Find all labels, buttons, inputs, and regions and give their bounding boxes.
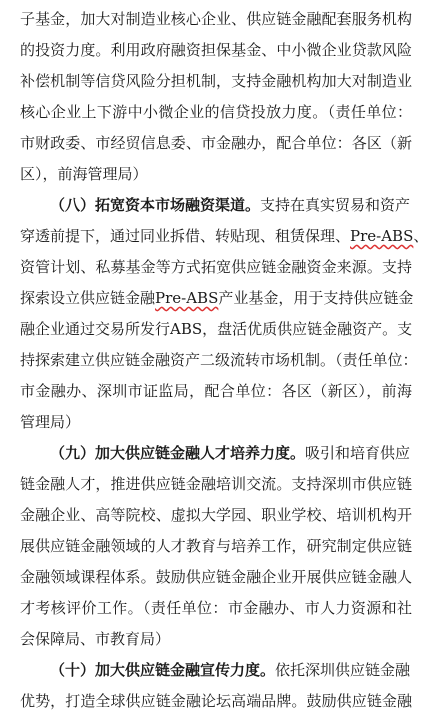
text-span: 吸引和培育供应 xyxy=(305,444,411,462)
text-line: 区），前海管理局） xyxy=(20,165,148,183)
text-line: 市财政委、市经贸信息委、市金融办，配合单位：各区（新 xyxy=(20,134,412,152)
text-line: 的投资力度。利用政府融资担保基金、中小微企业贷款风险 xyxy=(20,41,412,59)
section-heading: （十）加大供应链金融宣传力度。 xyxy=(50,661,276,679)
text-line: 才考核评价工作。（责任单位：市金融办、市人力资源和社 xyxy=(20,599,412,617)
text-span: 支持在真实贸易和资产 xyxy=(260,196,411,214)
text-line: 会保障局、市教育局） xyxy=(20,630,171,648)
text-line xyxy=(20,190,412,221)
paragraph-9 xyxy=(20,438,412,655)
section-heading: （九）加大供应链金融人才培养力度。 xyxy=(50,444,306,462)
text-line: 金融领域课程体系。鼓励供应链金融企业开展供应链金融人 xyxy=(20,568,412,586)
text-span: 产业基金，用于支持供应链金 xyxy=(218,289,414,307)
text-line: 补偿机制等信贷风险分担机制，支持金融机构加大对制造业 xyxy=(20,72,412,90)
text-span: 依托深圳供应链金融 xyxy=(275,661,411,679)
text-line xyxy=(20,221,428,252)
spellcheck-flagged-term: Pre-ABS xyxy=(350,227,414,245)
paragraph-8 xyxy=(20,190,428,438)
text-line xyxy=(20,655,412,686)
text-span: 、 xyxy=(413,227,428,245)
text-line: 链金融人才，推进供应链金融培训交流。支持深圳市供应链 xyxy=(20,475,412,493)
text-line xyxy=(20,438,412,469)
text-line: 市金融办、深圳市证监局，配合单位：各区（新区），前海 xyxy=(20,382,412,400)
text-line xyxy=(20,283,412,314)
text-line: 持探索建立供应链金融资产二级流转市场机制。（责任单位： xyxy=(20,351,418,369)
spellcheck-flagged-term: Pre-ABS xyxy=(155,289,219,307)
text-span: 穿透前提下，通过同业拆借、转贴现、租赁保理、 xyxy=(20,227,351,245)
text-line: 展供应链金融领域的人才教育与培养工作，研究制定供应链 xyxy=(20,537,412,555)
text-line: 子基金，加大对制造业核心企业、供应链金融配套服务机构 xyxy=(20,10,412,28)
text-line: 金融企业、高等院校、虚拟大学园、职业学校、培训机构开 xyxy=(20,506,412,524)
paragraph-10 xyxy=(20,655,412,717)
text-line: 资管计划、私募基金等方式拓宽供应链金融资金来源。支持 xyxy=(20,258,412,276)
section-heading: （八）拓宽资本市场融资渠道。 xyxy=(50,196,261,214)
text-line: 优势，打造全球供应链金融论坛高端品牌。鼓励供应链金融 xyxy=(20,692,412,710)
text-line: 核心企业上下游中小微企业的信贷投放力度。（责任单位： xyxy=(20,103,412,121)
text-span: 探索设立供应链金融 xyxy=(20,289,156,307)
document-page xyxy=(20,4,428,717)
text-line: 融企业通过交易所发行ABS，盘活优质供应链金融资产。支 xyxy=(20,320,413,338)
paragraph-7-tail xyxy=(20,4,412,190)
text-line: 管理局） xyxy=(20,413,81,431)
